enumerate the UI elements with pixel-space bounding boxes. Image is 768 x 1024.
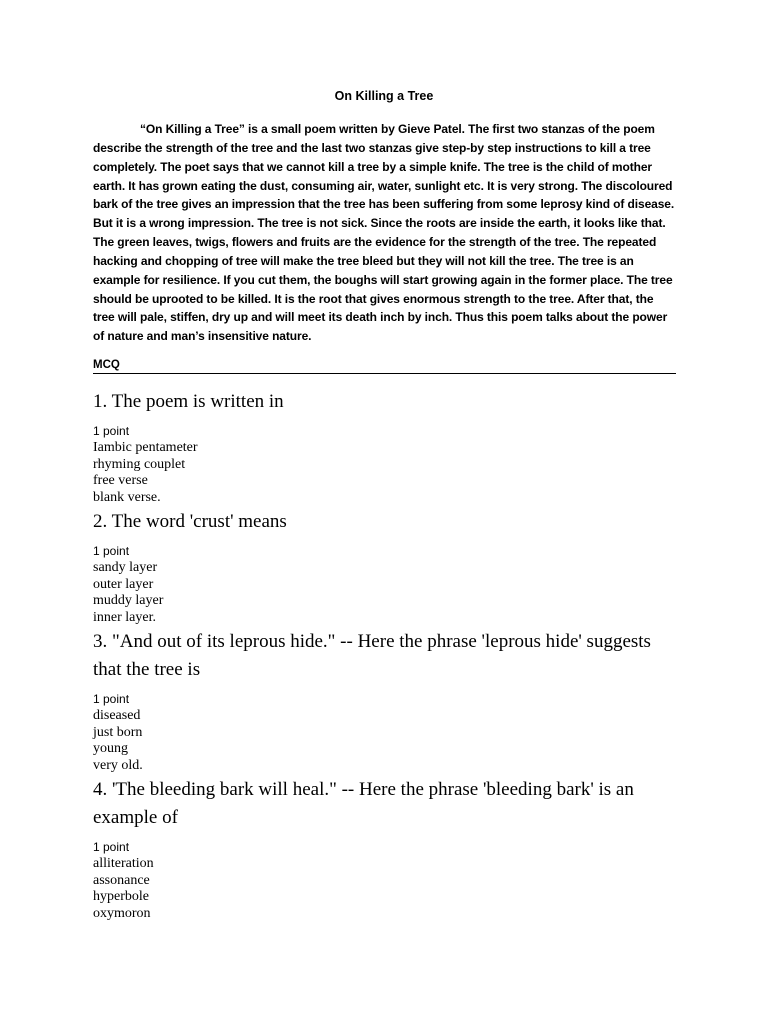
poem-summary-paragraph: “On Killing a Tree” is a small poem written by Gieve Patel. The first two stanzas of the poem describe the strength of the tree and the last two stanzas give step-by step instructions to kill a tree completely. The poet says that we cannot kill a tree by a simple knife. The tree is the child of mother earth. It has grown eating the dust, consuming air, water, sunlight etc. It is very strong. The discoloured bark of the tree gives an impression that the tree has been suffering from some leprosy kind of disease. But it is a wrong impression. The tree is not sick. Since the roots are inside the earth, it looks like that. The green leaves, twigs, flowers and fruits are the evidence for the strength of the tree. The repeated hacking and chopping of tree will make the tree bleed but they will not kill the tree. The tree is an example for resilience. If you cut them, the boughs will start growing again in the former place. The tree should be uprooted to be killed. It is the root that gives enormous strength to the tree. After that, the tree will pale, stiffen, dry up and will meet its death inch by inch. Thus this poem talks about the power of nature and man’s insensitive nature. — [93, 122, 675, 344]
page-title: On Killing a Tree — [334, 89, 434, 103]
question-points: 1 point — [93, 692, 130, 706]
question-1 — [93, 388, 678, 506]
answer-option: diseased — [93, 708, 141, 723]
question-text: 1. The poem is written in — [93, 391, 284, 412]
answer-option: alliteration — [93, 856, 154, 871]
section-divider — [93, 373, 676, 374]
answer-option: oxymoron — [93, 905, 151, 921]
mcq-heading: MCQ — [93, 359, 120, 371]
answer-option: free verse — [93, 473, 148, 488]
question-3 — [93, 628, 678, 774]
question-points: 1 point — [93, 840, 130, 854]
answer-option: outer layer — [93, 576, 154, 592]
answer-option: blank verse. — [93, 489, 161, 505]
answer-options — [93, 560, 678, 626]
question-text: 4. 'The bleeding bark will heal." -- Here the phrase 'bleeding bark' is an example of — [93, 779, 634, 828]
answer-option: inner layer. — [93, 609, 156, 625]
answer-option: assonance — [93, 872, 150, 888]
question-points: 1 point — [93, 544, 130, 558]
answer-option: muddy layer — [93, 593, 164, 608]
question-4 — [93, 776, 678, 922]
answer-options — [93, 708, 678, 774]
question-text: 3. "And out of its leprous hide." -- Here the phrase 'leprous hide' suggests that the tree is — [93, 631, 651, 680]
question-points: 1 point — [93, 424, 130, 438]
answer-options — [93, 440, 678, 506]
answer-option: sandy layer — [93, 560, 158, 575]
answer-option: hyperbole — [93, 889, 149, 904]
answer-options — [93, 856, 678, 922]
answer-option: just born — [93, 724, 143, 740]
answer-option: very old. — [93, 757, 143, 773]
question-list — [93, 388, 678, 924]
question-text: 2. The word 'crust' means — [93, 511, 287, 532]
answer-option: young — [93, 741, 128, 756]
answer-option: rhyming couplet — [93, 456, 186, 472]
question-2 — [93, 508, 678, 626]
answer-option: Iambic pentameter — [93, 440, 198, 455]
